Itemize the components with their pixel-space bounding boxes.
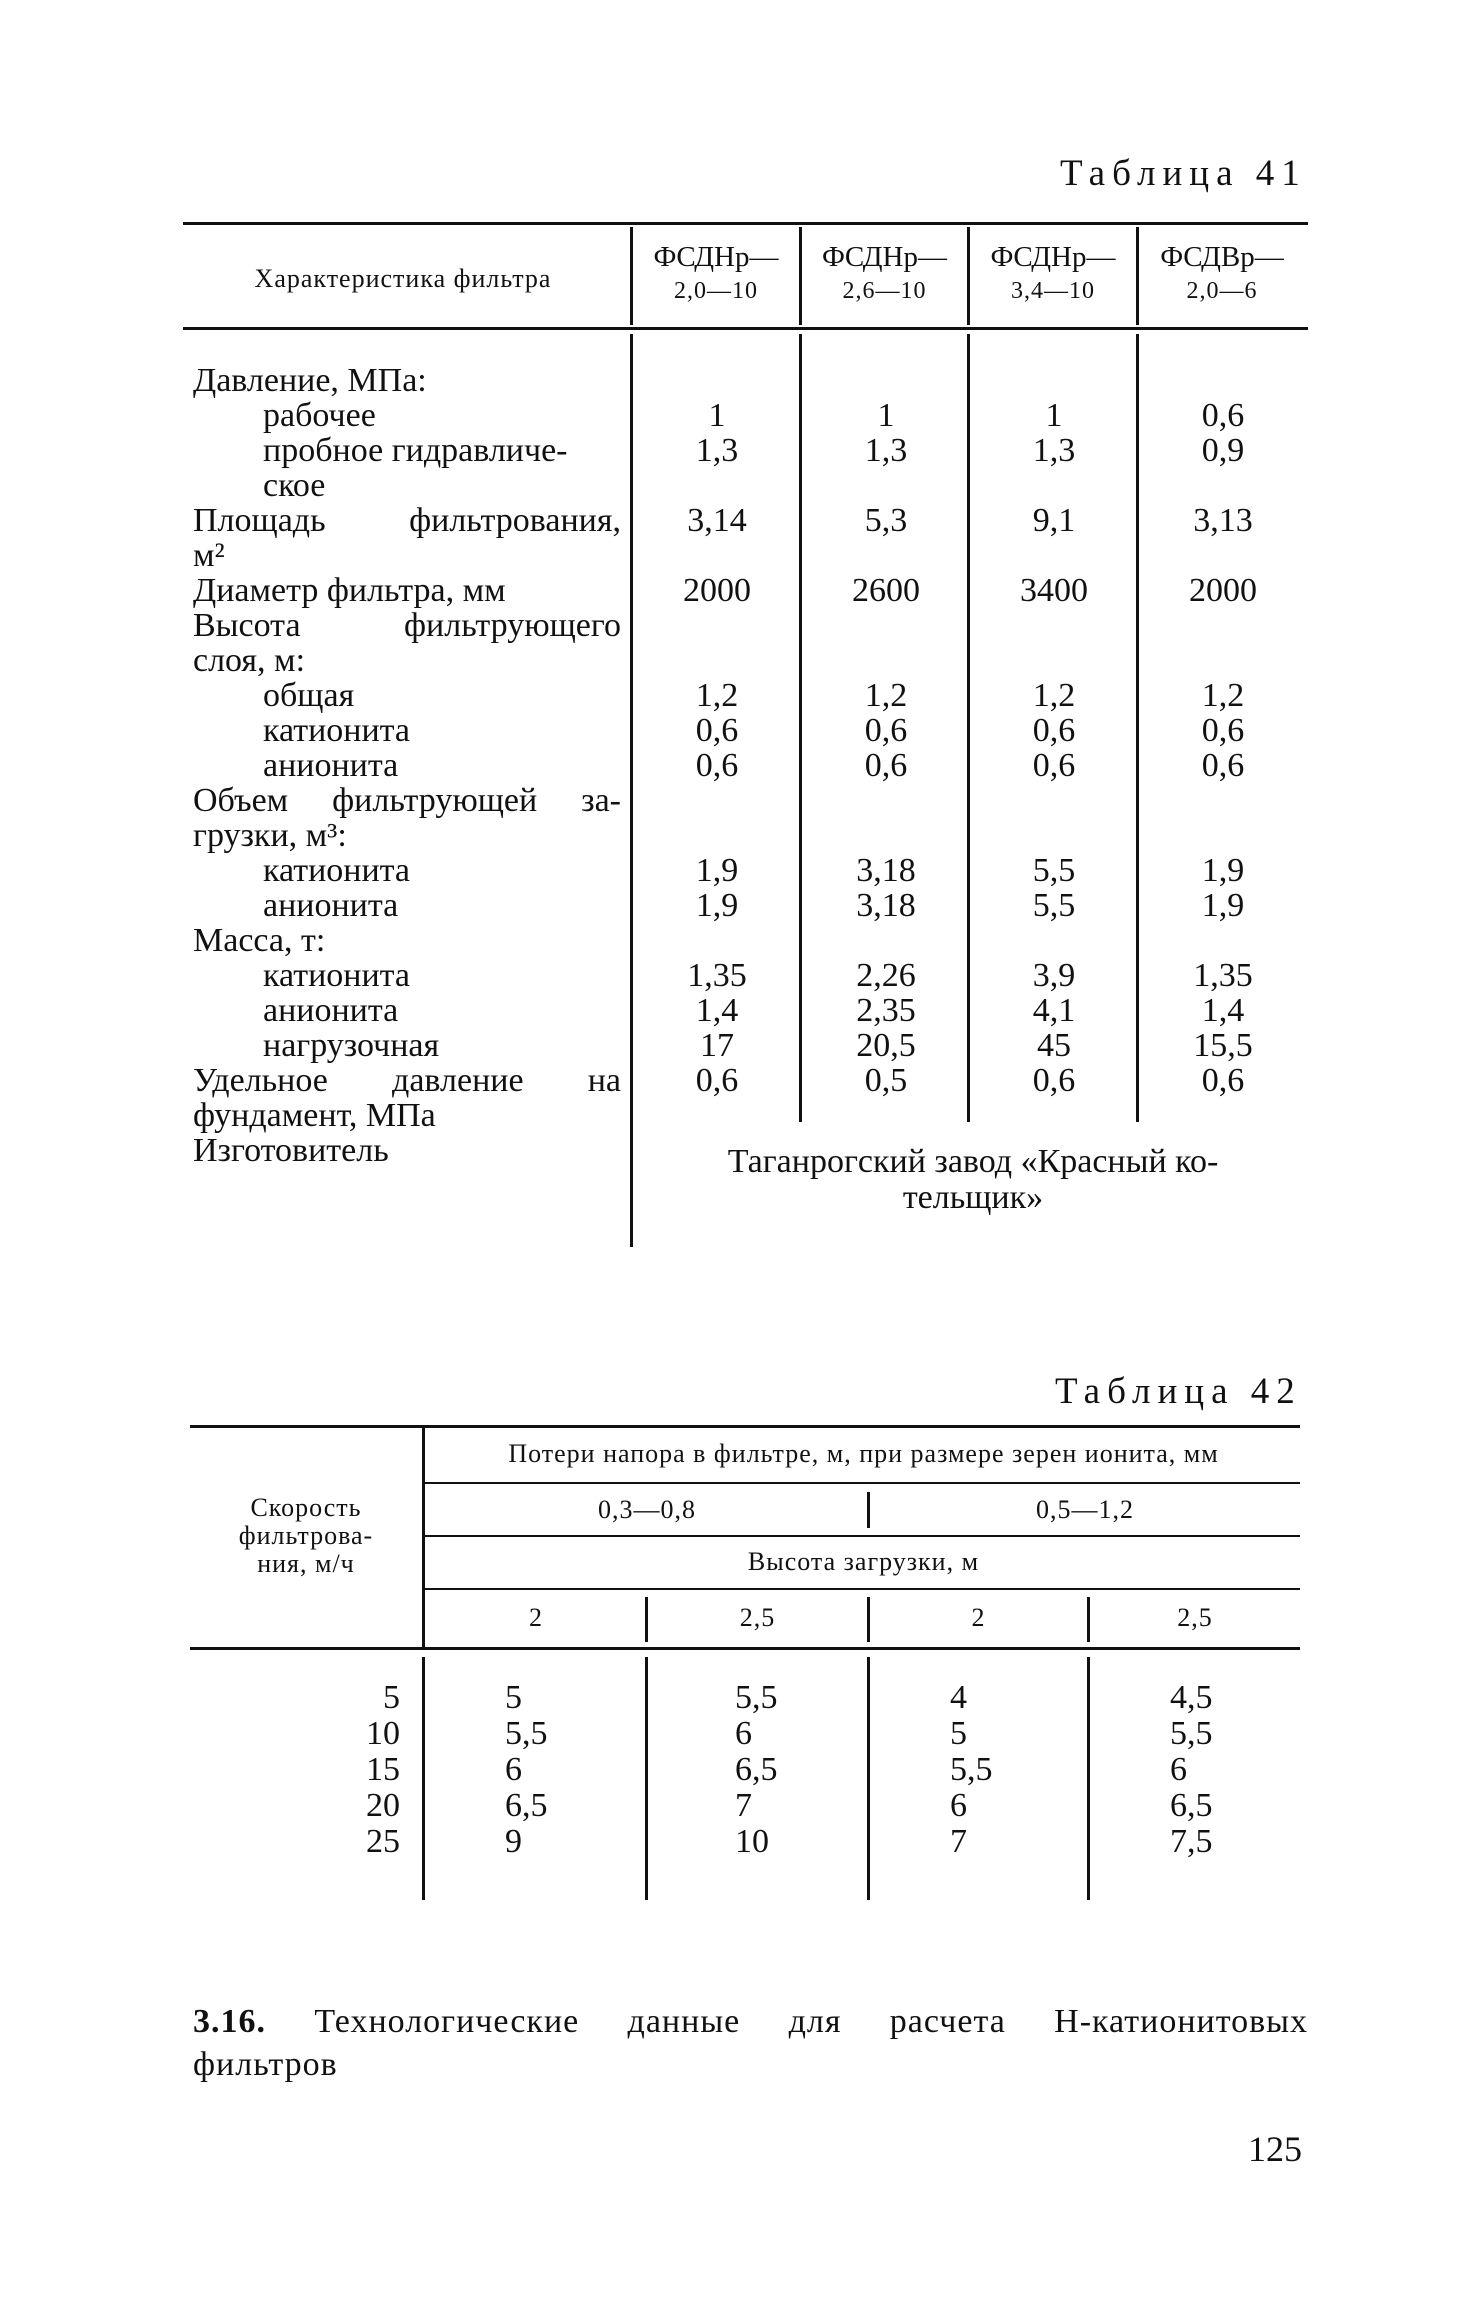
cell: 1,3 bbox=[1032, 432, 1076, 469]
label-mass-anionite: анионита bbox=[263, 992, 399, 1029]
label-height-2: слоя, м: bbox=[193, 642, 306, 679]
cell: 9,1 bbox=[1032, 502, 1076, 539]
grain-size-1: 0,3—0,8 bbox=[598, 1495, 696, 1524]
cell: 45 bbox=[1037, 1027, 1071, 1064]
cell: 5,5 bbox=[1032, 887, 1076, 924]
label-volume-anionite: анионита bbox=[263, 887, 399, 924]
speed-column: 5 10 15 20 25 bbox=[366, 1679, 400, 1860]
cell: 0,6 bbox=[1201, 712, 1245, 749]
cell: 0,6 bbox=[695, 747, 739, 784]
cell: 0,6 bbox=[1032, 747, 1076, 784]
cell: 1,2 bbox=[695, 677, 739, 714]
data-column-2: 5,5 6 6,5 7 10 bbox=[735, 1679, 778, 1860]
cell: 3,18 bbox=[856, 852, 916, 889]
data-column-1: 5 5,5 6 6,5 9 bbox=[505, 1679, 548, 1860]
label-test-1: пробное гидравличе- bbox=[263, 432, 568, 469]
header-characteristic: Характеристика фильтра bbox=[254, 264, 552, 293]
height-1: 2 bbox=[529, 1603, 543, 1632]
cell: 0,6 bbox=[1201, 397, 1245, 434]
label-test-2: ское bbox=[263, 467, 326, 504]
cell: 2000 bbox=[1189, 572, 1257, 609]
cell: 1,3 bbox=[695, 432, 739, 469]
cell: 0,6 bbox=[1201, 1062, 1245, 1099]
cell: 3,9 bbox=[1032, 957, 1076, 994]
cell: 1,2 bbox=[1032, 677, 1076, 714]
grain-size-2: 0,5—1,2 bbox=[1036, 1495, 1134, 1524]
section-heading bbox=[193, 1998, 1308, 2046]
label-height-cationite: катионита bbox=[263, 712, 411, 749]
cell: 1 bbox=[708, 397, 726, 434]
cell: 2000 bbox=[683, 572, 751, 609]
label-specific-1: Удельное давление на bbox=[193, 1062, 621, 1099]
cell: 0,6 bbox=[1032, 712, 1076, 749]
section-text-2: фильтров bbox=[193, 2046, 338, 2083]
table-42-caption: Таблица 42 bbox=[1055, 1371, 1302, 1412]
cell: 3,14 bbox=[687, 502, 747, 539]
cell: 1,35 bbox=[1193, 957, 1253, 994]
height-4: 2,5 bbox=[1177, 1603, 1213, 1632]
label-volume-2: грузки, м³: bbox=[193, 817, 347, 854]
cell: 1,4 bbox=[1201, 992, 1245, 1029]
cell: 1,9 bbox=[695, 852, 739, 889]
height-2: 2,5 bbox=[739, 1603, 776, 1632]
load-height-header: Высота загрузки, м bbox=[747, 1547, 980, 1576]
header-col-4: ФСДВр— 2,0—6 bbox=[1160, 241, 1284, 304]
header-col-1: ФСДНр— 2,0—10 bbox=[653, 241, 779, 304]
cell: 3400 bbox=[1020, 572, 1088, 609]
label-mass-cationite: катионита bbox=[263, 957, 411, 994]
label-volume-cationite: катионита bbox=[263, 852, 411, 889]
cell: 1 bbox=[1045, 397, 1063, 434]
cell: 0,6 bbox=[695, 1062, 739, 1099]
data-column-4: 4,5 5,5 6 6,5 7,5 bbox=[1170, 1679, 1213, 1860]
label-specific-2: фундамент, МПа bbox=[193, 1097, 436, 1134]
table-41-caption: Таблица 41 bbox=[1060, 153, 1307, 194]
cell: 0,6 bbox=[864, 747, 908, 784]
label-diameter: Диаметр фильтра, мм bbox=[193, 572, 506, 609]
label-volume-1: Объем фильтрующей за- bbox=[193, 782, 621, 819]
label-pressure: Давление, МПа: bbox=[193, 362, 427, 399]
cell: 1,4 bbox=[695, 992, 739, 1029]
cell: 1,9 bbox=[695, 887, 739, 924]
cell: 15,5 bbox=[1193, 1027, 1253, 1064]
cell: 0,5 bbox=[864, 1062, 908, 1099]
section-number: 3.16. bbox=[193, 2003, 266, 2040]
cell: 2600 bbox=[852, 572, 920, 609]
label-area-1: Площадь фильтрования, bbox=[193, 502, 621, 539]
cell: 0,6 bbox=[1201, 747, 1245, 784]
cell: 3,18 bbox=[856, 887, 916, 924]
cell: 2,35 bbox=[856, 992, 916, 1029]
cell: 0,6 bbox=[695, 712, 739, 749]
label-maker: Изготовитель bbox=[193, 1132, 389, 1169]
cell: 0,6 bbox=[1032, 1062, 1076, 1099]
cell: 1,35 bbox=[687, 957, 747, 994]
cell: 1,3 bbox=[864, 432, 908, 469]
cell: 5,5 bbox=[1032, 852, 1076, 889]
label-height-1: Высота фильтрующего bbox=[193, 607, 621, 644]
label-working: рабочее bbox=[263, 397, 376, 434]
cell: 17 bbox=[700, 1027, 734, 1064]
cell: 0,9 bbox=[1201, 432, 1245, 469]
cell: 4,1 bbox=[1032, 992, 1076, 1029]
label-area-2: м² bbox=[193, 537, 225, 574]
label-total: общая bbox=[263, 677, 355, 714]
cell: 1,2 bbox=[864, 677, 908, 714]
label-mass-loaded: нагрузочная bbox=[263, 1027, 440, 1064]
cell: 2,26 bbox=[856, 957, 916, 994]
cell: 0,6 bbox=[864, 712, 908, 749]
table-41 bbox=[183, 222, 1308, 1247]
speed-header: Скорость фильтрова- ния, м/ч bbox=[238, 1493, 374, 1578]
cell: 1,2 bbox=[1201, 677, 1245, 714]
data-column-3: 4 5 5,5 6 7 bbox=[950, 1679, 993, 1860]
cell: 3,13 bbox=[1193, 502, 1253, 539]
cell: 5,3 bbox=[864, 502, 908, 539]
cell: 1,9 bbox=[1201, 887, 1245, 924]
section-text-1: Технологические данные для расчета Н-катионитовых bbox=[314, 2003, 1309, 2040]
height-3: 2 bbox=[971, 1603, 986, 1632]
cell: 1 bbox=[877, 397, 895, 434]
page-number: 125 bbox=[1248, 2129, 1302, 2169]
cell: 1,9 bbox=[1201, 852, 1245, 889]
label-height-anionite: анионита bbox=[263, 747, 399, 784]
cell: 20,5 bbox=[856, 1027, 916, 1064]
loss-header: Потери напора в фильтре, м, при размере зерен ионита, мм bbox=[508, 1439, 1219, 1468]
header-col-3: ФСДНр— 3,4—10 bbox=[990, 241, 1116, 304]
table-42 bbox=[190, 1425, 1300, 1900]
header-col-2: ФСДНр— 2,6—10 bbox=[821, 241, 948, 304]
manufacturer: Таганрогский завод «Красный ко- тельщик» bbox=[727, 1143, 1219, 1216]
label-mass: Масса, т: bbox=[193, 922, 326, 959]
